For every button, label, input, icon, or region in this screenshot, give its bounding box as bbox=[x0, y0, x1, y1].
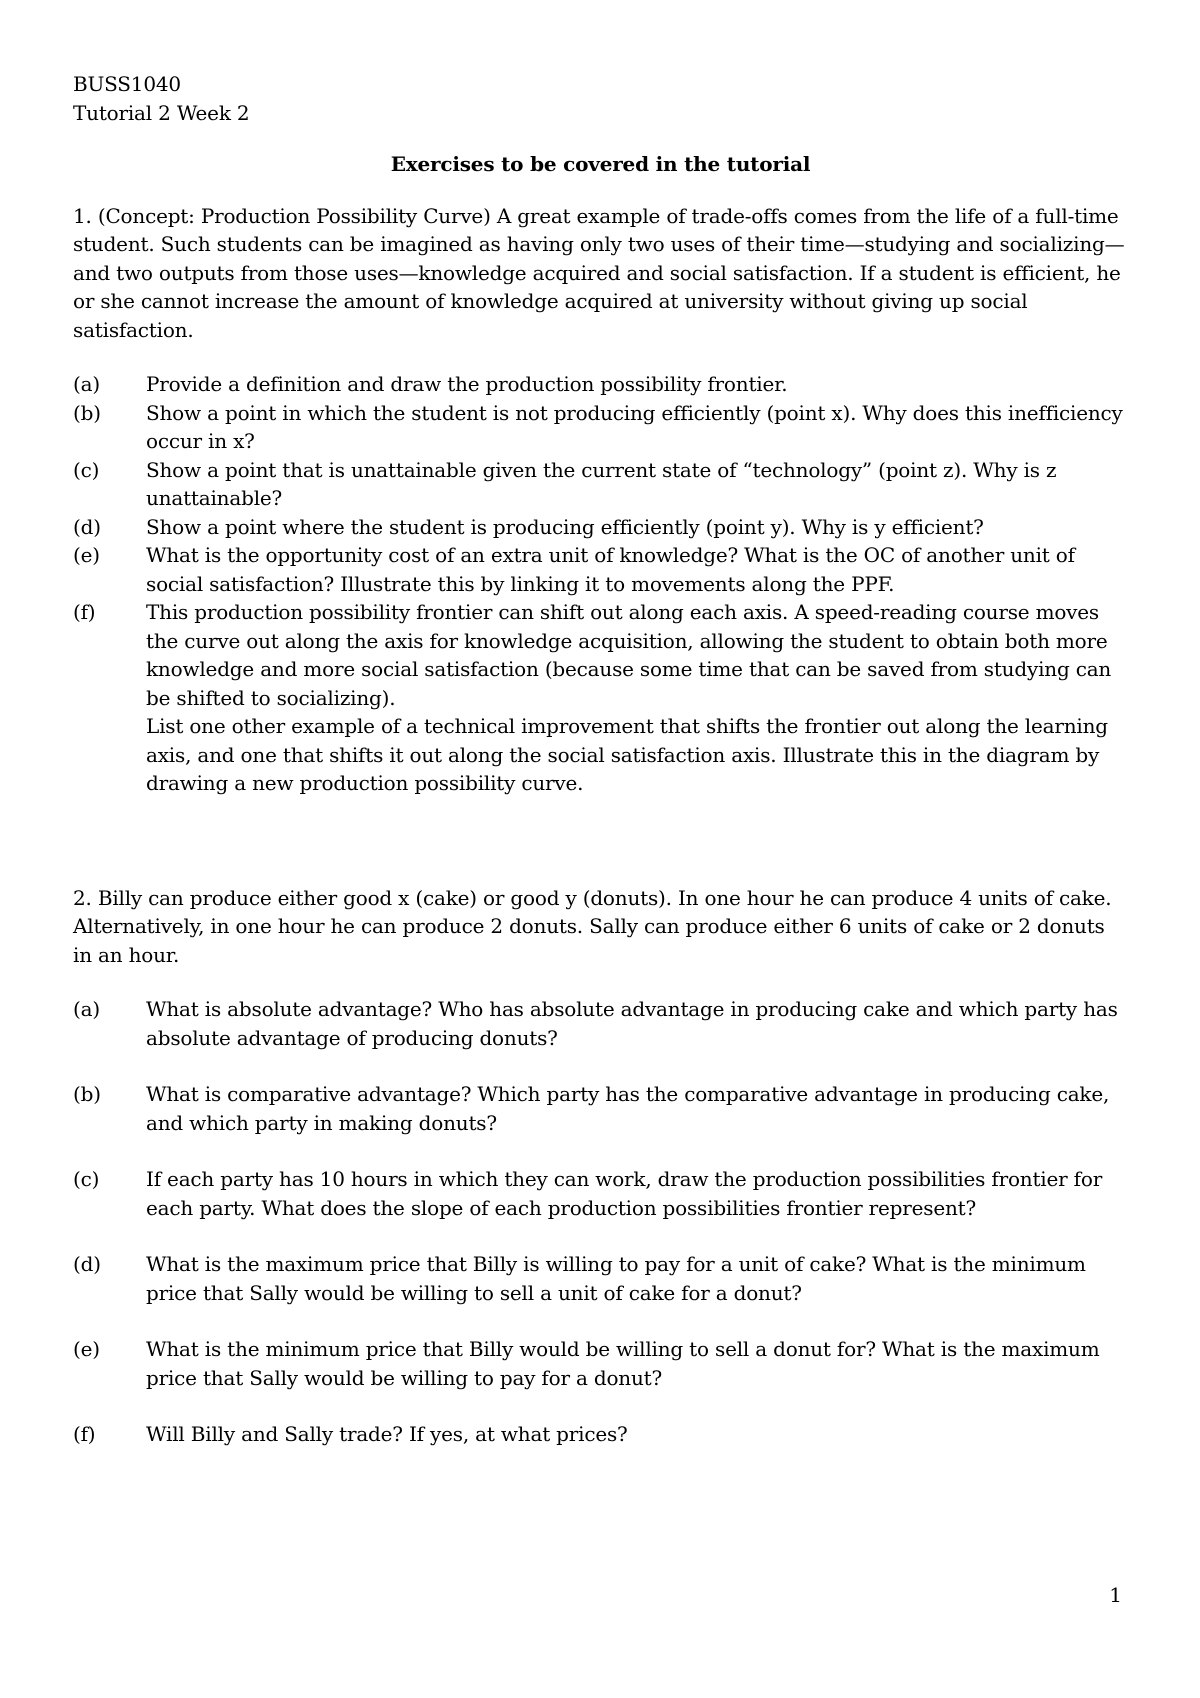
list-item-2e bbox=[73, 1335, 1128, 1392]
tutorial-label: Tutorial 2 Week 2 bbox=[73, 100, 250, 125]
list-item-1b bbox=[73, 399, 1128, 456]
item-text: What is the opportunity cost of an extra unit of knowledge? What is the OC of another unit of social satisfaction? Illustrate this by linking it to movements along the PPF. bbox=[146, 543, 1075, 596]
item-text: This production possibility frontier can shift out along each axis. A speed-reading course moves the curve out along the axis for knowledge acquisition, allowing the student to obtain both more knowledge and more social satisfaction (because some time that can be saved from studying can be shifted to socializing). bbox=[146, 600, 1112, 710]
item-marker: (a) bbox=[73, 372, 100, 396]
list-item-1d bbox=[73, 513, 1128, 542]
item-text: Show a point where the student is producing efficiently (point y). Why is y efficient? bbox=[146, 514, 984, 539]
item-text: What is the maximum price that Billy is willing to pay for a unit of cake? What is the minimum price that Sally would be willing to sell a unit of cake for a donut? bbox=[146, 1252, 1086, 1305]
page-title: Exercises to be covered in the tutorial bbox=[390, 152, 811, 176]
page-number: 1 bbox=[1109, 1583, 1122, 1607]
question-1-list bbox=[73, 370, 1128, 798]
question-2-intro: 2. Billy can produce either good x (cake) or good y (donuts). In one hour he can produce 4 units of cake. Alternatively, in one hour he can produce 2 donuts. Sally can produce either 6 units of cake or 2 donuts in an hour. bbox=[73, 885, 1112, 967]
item-marker: (f) bbox=[73, 1422, 96, 1446]
item-marker: (a) bbox=[73, 997, 100, 1021]
list-item-1f bbox=[73, 598, 1128, 798]
item-text: If each party has 10 hours in which they can work, draw the production possibilities frontier for each party. What does the slope of each production possibilities frontier represent? bbox=[146, 1167, 1103, 1220]
item-marker: (b) bbox=[73, 400, 101, 425]
item-text: Show a point in which the student is not producing efficiently (point x). Why does this inefficiency occur in x? bbox=[146, 400, 1123, 453]
item-text: What is comparative advantage? Which party has the comparative advantage in producing cake, and which party in making donuts? bbox=[146, 1082, 1110, 1135]
item-marker: (c) bbox=[73, 1167, 100, 1191]
item-marker: (d) bbox=[73, 1252, 101, 1276]
item-text-group bbox=[146, 598, 1128, 798]
list-item-2a bbox=[73, 995, 1128, 1052]
item-marker: (b) bbox=[73, 1082, 101, 1106]
item-text: Will Billy and Sally trade? If yes, at what prices? bbox=[146, 1422, 628, 1446]
list-item-2b bbox=[73, 1080, 1128, 1137]
list-item-1c bbox=[73, 456, 1128, 513]
item-marker: (e) bbox=[73, 543, 100, 567]
course-code: BUSS1040 bbox=[73, 72, 181, 96]
question-2-list bbox=[73, 995, 1128, 1449]
item-marker: (e) bbox=[73, 1337, 100, 1361]
item-marker: (c) bbox=[73, 457, 100, 482]
list-item-2d bbox=[73, 1250, 1128, 1307]
item-text: Show a point that is unattainable given the current state of “technology” (point z). Why is z unattainable? bbox=[146, 457, 1057, 510]
list-item-2f bbox=[73, 1420, 1128, 1449]
question-1-intro: 1. (Concept: Production Possibility Curve) A great example of trade-offs comes from the life of a full-time student. Such students can be imagined as having only two uses of their time—studying and socializing—and two outputs from those uses—knowledge acquired and social satisfaction. If a student is efficient, he or she cannot increase the amount of knowledge acquired at university without giving up social satisfaction. bbox=[73, 203, 1125, 342]
list-item-1e bbox=[73, 541, 1128, 598]
item-text: Provide a definition and draw the production possibility frontier. bbox=[146, 372, 788, 396]
list-item-1a bbox=[73, 370, 1128, 399]
item-marker: (f) bbox=[73, 600, 96, 624]
item-marker: (d) bbox=[73, 514, 101, 539]
list-item-2c bbox=[73, 1165, 1128, 1222]
item-text: What is the minimum price that Billy would be willing to sell a donut for? What is the maximum price that Sally would be willing to pay for a donut? bbox=[146, 1337, 1100, 1390]
item-text: What is absolute advantage? Who has absolute advantage in producing cake and which party has absolute advantage of producing donuts? bbox=[146, 997, 1118, 1050]
item-text-continued: List one other example of a technical improvement that shifts the frontier out along the learning axis, and one that shifts it out along the social satisfaction axis. Illustrate this in the diagram by drawing a new production possibility curve. bbox=[146, 714, 1108, 795]
